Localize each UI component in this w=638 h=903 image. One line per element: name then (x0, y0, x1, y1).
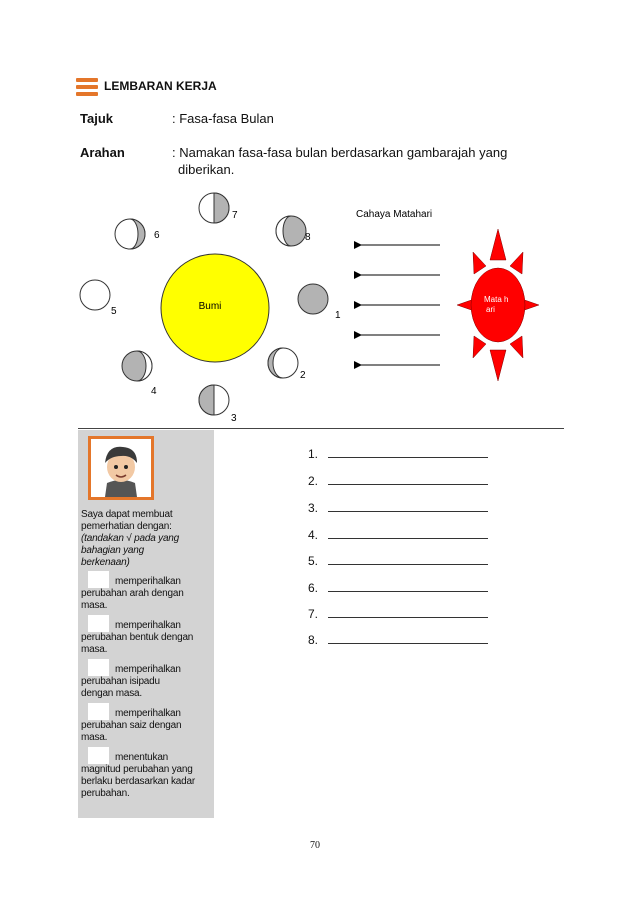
answer-line-5[interactable]: 5. (308, 553, 488, 568)
sun-label-1: Mata h (484, 295, 509, 304)
avatar (88, 436, 154, 500)
checkbox[interactable] (88, 659, 109, 676)
moon-phase-2 (268, 348, 298, 378)
observation-item: memperihalkan perubahan isipadu dengan masa. (81, 659, 215, 700)
topic-label: Tajuk (80, 111, 113, 126)
answer-line-4[interactable]: 4. (308, 527, 488, 542)
moon-phase-8 (276, 216, 306, 246)
worksheet-title: LEMBARAN KERJA (104, 79, 217, 93)
phase-number-1: 1 (335, 310, 341, 321)
page-number: 70 (310, 840, 320, 851)
observation-item: memperihalkan perubahan bentuk dengan masa. (81, 615, 215, 656)
answer-line-3[interactable]: 3. (308, 500, 488, 515)
hint-line-1: (tandakan √ pada yang (81, 533, 180, 544)
instruction-label: Arahan (80, 145, 125, 160)
phase-number-7: 7 (232, 210, 238, 221)
observation-item: memperihalkan perubahan arah dengan masa. (81, 571, 215, 612)
hint-line-2: bahagian yang (81, 545, 145, 556)
phase-number-2: 2 (300, 370, 306, 381)
moon-phase-6 (115, 219, 145, 249)
checkbox[interactable] (88, 747, 109, 764)
intro-line-2: pemerhatian dengan: (81, 521, 172, 532)
instruction-line-1: : Namakan fasa-fasa bulan berdasarkan gambarajah yang (172, 145, 508, 160)
answer-line-8[interactable]: 8. (308, 632, 488, 647)
moon-phase-7 (199, 193, 229, 223)
observation-item: memperihalkan perubahan saiz dengan masa. (81, 703, 215, 744)
observation-sidebar (78, 430, 214, 818)
observation-item: menentukan magnitud perubahan yang berlaku berdasarkan kadar perubahan. (81, 747, 215, 800)
sidebar-text-block (81, 509, 215, 803)
checkbox[interactable] (88, 615, 109, 632)
boy-character-icon (91, 439, 151, 497)
checkbox[interactable] (88, 703, 109, 720)
sun-label-2: ari (486, 305, 495, 314)
phase-number-5: 5 (111, 306, 117, 317)
topic-value: : Fasa-fasa Bulan (172, 111, 274, 126)
menu-icon (76, 78, 98, 96)
hint-line-3: berkenaan) (81, 557, 130, 568)
moon-phase-3 (199, 385, 229, 415)
phase-number-3: 3 (231, 413, 237, 424)
phase-number-4: 4 (151, 386, 157, 397)
answer-line-2[interactable]: 2. (308, 473, 488, 488)
moon-phase-1 (298, 284, 328, 314)
answer-line-6[interactable]: 6. (308, 580, 488, 595)
moon-phase-diagram (70, 188, 560, 428)
checkbox[interactable] (88, 571, 109, 588)
answer-line-1[interactable]: 1. (308, 446, 488, 461)
moon-phase-5 (80, 280, 110, 310)
instruction-line-2: diberikan. (178, 162, 235, 177)
answer-line-7[interactable]: 7. (308, 606, 488, 621)
intro-line-1: Saya dapat membuat (81, 509, 173, 520)
sunlight-label: Cahaya Matahari (356, 209, 433, 220)
sun (457, 229, 539, 381)
sunlight-arrows (360, 245, 440, 365)
phase-number-6: 6 (154, 230, 160, 241)
earth-label: Bumi (198, 301, 222, 312)
phase-number-8: 8 (305, 232, 311, 243)
section-divider (78, 428, 564, 429)
moon-phase-4 (122, 351, 152, 381)
